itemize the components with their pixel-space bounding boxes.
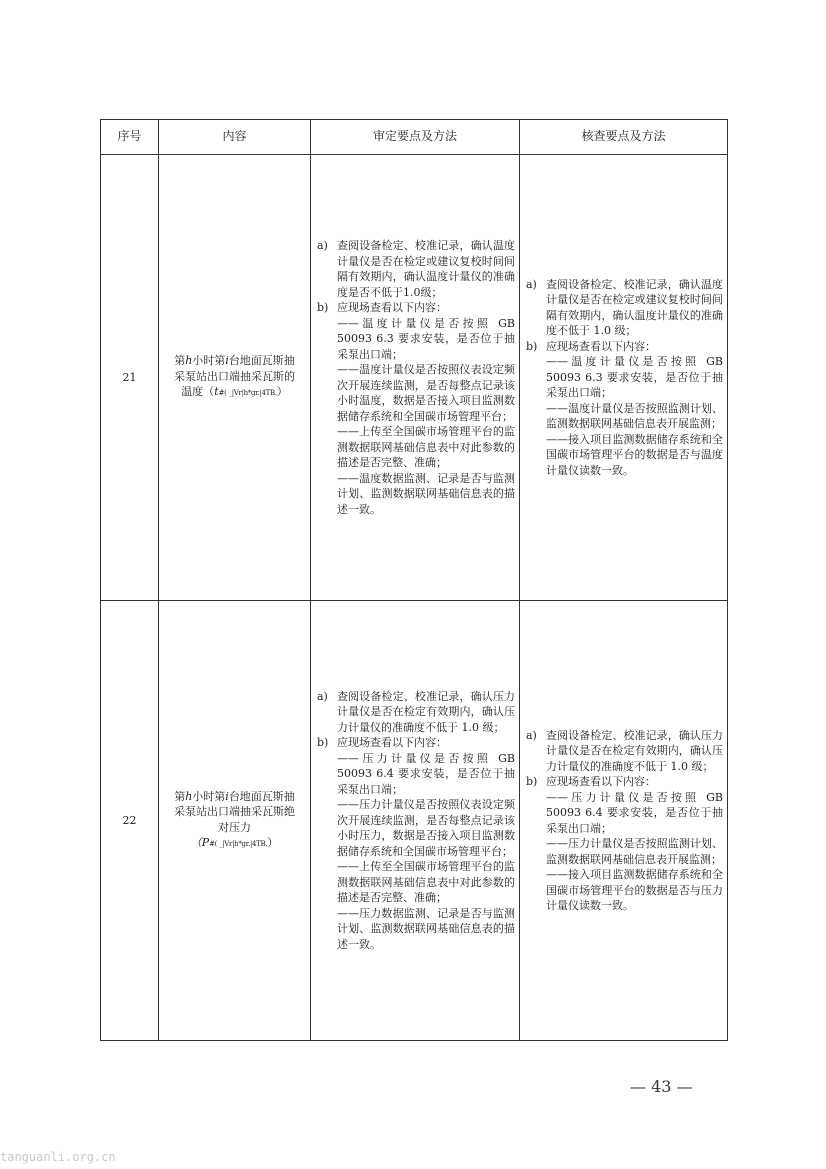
list-subitem: ——接入项目监测数据储存系统和全国碳市场管理平台的数据是否与温度计量仪读数一致。 — [546, 432, 723, 477]
list-item: b) 应现场查看以下内容： — [526, 339, 656, 353]
list-item: a) 查阅设备检定、校准记录，确认温度计量仪是否在检定或建议复校时间间隔有效期内，确认温度计量仪的准确度不低于 1.0 级； — [526, 277, 723, 338]
list-subitem: ——温度数据监测、记录是否与监测计划、监测数据联网基础信息表的描述一致。 — [337, 471, 515, 516]
row-content: 第h小时第i台地面瓦斯抽采泵站出口端抽采瓦斯的温度（t#( _|Vr|h*gr.|4TB.） — [159, 155, 311, 601]
table-row — [101, 601, 728, 1041]
list-item: a) 查阅设备检定、校准记录，确认温度计量仪是否在检定或建议复校时间间隔有效期内，确认温度计量仪的准确度是否不低于1.0级； — [317, 239, 515, 299]
list-item: b) 应现场查看以下内容： — [526, 775, 656, 788]
list-item: b) 应现场查看以下内容： — [317, 736, 447, 750]
header-verify: 核查要点及方法 — [520, 120, 728, 155]
verify-cell — [520, 601, 728, 1041]
list-subitem: ——压力计量仪是否按照 GB 50093 6.4 要求安装，是否位于抽采泵出口端； — [546, 790, 723, 835]
table-header-row — [101, 120, 728, 155]
row-seq: 22 — [101, 601, 159, 1041]
review-cell — [311, 155, 520, 601]
table-row — [101, 155, 728, 601]
list-item: a) 查阅设备检定、校准记录，确认压力计量仪是否在检定有效期内，确认压力计量仪的准确度不低于 1.0 级； — [526, 728, 723, 773]
list-subitem: ——上传至全国碳市场管理平台的监测数据联网基础信息表中对此参数的描述是否完整、准确； — [337, 425, 515, 469]
header-seq: 序号 — [101, 120, 159, 155]
list-subitem: ——接入项目监测数据储存系统和全国碳市场管理平台的数据是否与压力计量仪读数一致。 — [546, 868, 723, 912]
header-review: 审定要点及方法 — [311, 120, 520, 155]
list-item: b) 应现场查看以下内容： — [317, 301, 447, 314]
list-subitem: ——温度计量仪是否按照 GB 50093 6.3 要求安装，是否位于抽采泵出口端； — [337, 316, 515, 361]
list-subitem: ——压力计量仪是否按照仪表设定频次开展连续监测，是否每整点记录该小时压力，数据是否接入项目监测数据储存系统和全国碳市场管理平台； — [337, 798, 515, 858]
row-seq: 21 — [101, 155, 159, 601]
list-subitem: ——压力数据监测、记录是否与监测计划、监测数据联网基础信息表的描述一致。 — [337, 906, 515, 951]
list-subitem: ——温度计量仪是否按照 GB 50093 6.3 要求安装，是否位于抽采泵出口端； — [546, 355, 723, 400]
list-subitem: ——上传至全国碳市场管理平台的监测数据联网基础信息表中对此参数的描述是否完整、准确； — [337, 860, 515, 905]
review-cell — [311, 601, 520, 1041]
list-subitem: ——压力计量仪是否按照监测计划、监测数据联网基础信息表开展监测； — [546, 837, 723, 866]
header-content: 内容 — [159, 120, 311, 155]
list-subitem: ——温度计量仪是否按照仪表设定频次开展连续监测，是否每整点记录该小时温度，数据是否接入项目监测数据储存系统和全国碳市场管理平台； — [337, 363, 515, 423]
list-item: a) 查阅设备检定、校准记录，确认压力计量仪是否在检定有效期内，确认压力计量仪的准确度不低于 1.0 级； — [317, 689, 515, 734]
verify-cell — [520, 155, 728, 601]
watermark-text: tanguanli.org.cn — [0, 1150, 116, 1164]
row-content: 第h小时第i台地面瓦斯抽采泵站出口端抽采瓦斯绝对压力 （P#( _|Vr|h*gr.|4TB.） — [159, 601, 311, 1041]
page-number: — 43 — — [630, 1077, 693, 1096]
list-subitem: ——温度计量仪是否按照监测计划、监测数据联网基础信息表开展监测； — [546, 401, 723, 431]
standards-table — [100, 119, 728, 1041]
list-subitem: ——压力计量仪是否按照 GB 50093 6.4 要求安装，是否位于抽采泵出口端； — [337, 751, 515, 796]
